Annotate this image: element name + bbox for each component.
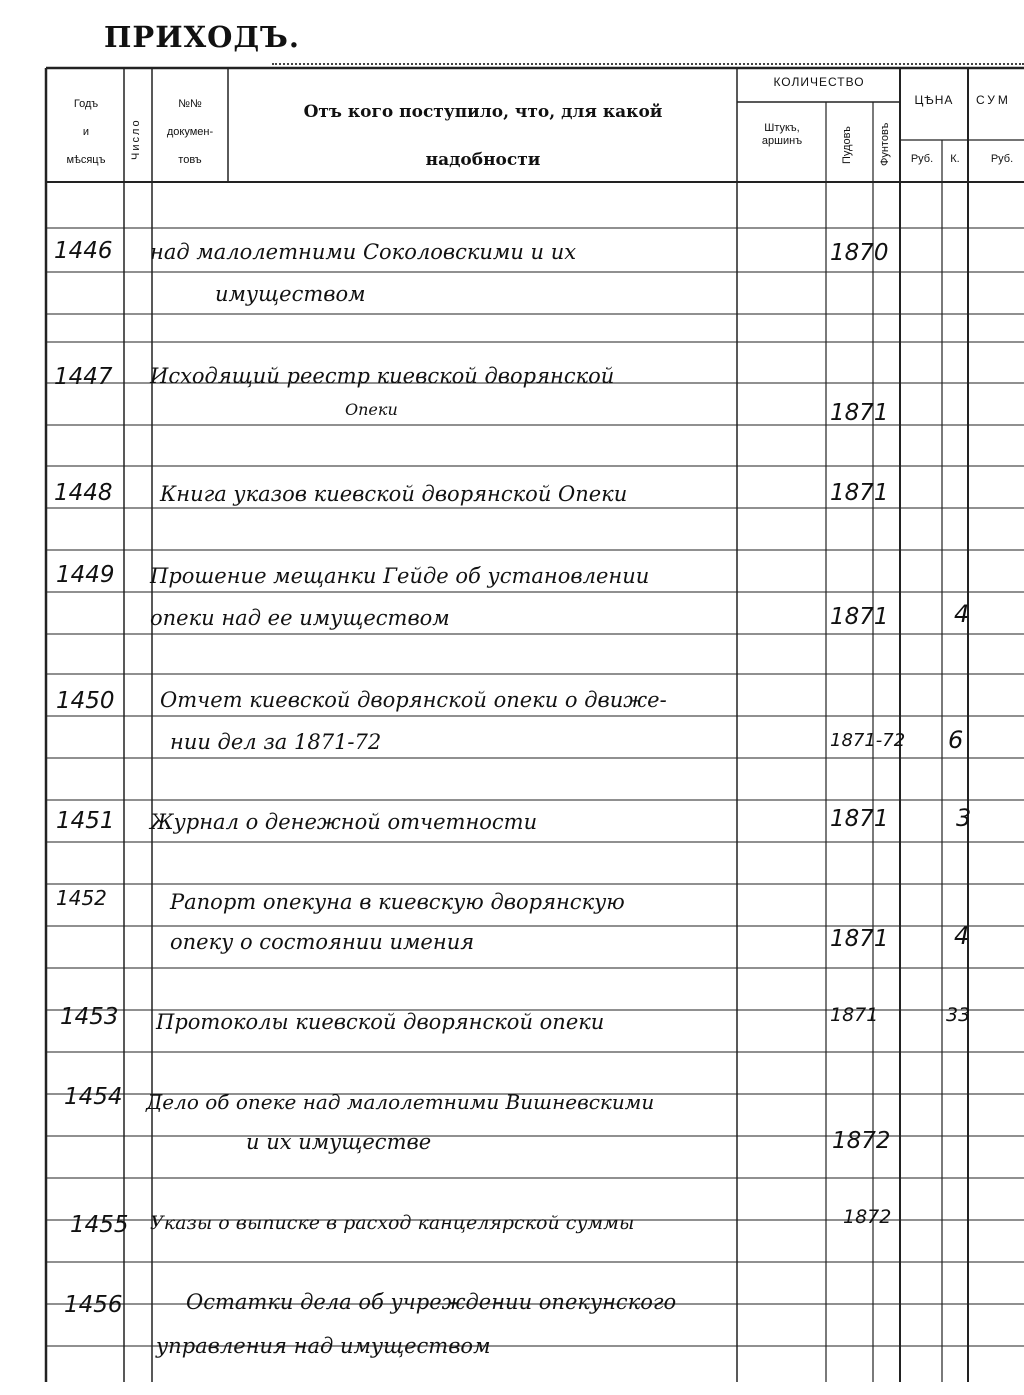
entry-text-line: над малолетними Соколовскими и их <box>150 240 577 264</box>
header-sum-rub: Руб. <box>990 153 1014 165</box>
entry-text-line: и их имуществе <box>246 1130 432 1154</box>
entry-year: 1871 <box>830 400 889 426</box>
entry-number: 1456 <box>64 1292 123 1318</box>
header-price-rub: Руб. <box>910 153 934 165</box>
entry-text-line: опеки над ее имуществом <box>150 606 450 630</box>
entry-text-line: нии дел за 1871-72 <box>170 730 382 754</box>
entry-year: 1870 <box>830 240 889 266</box>
entry-text-line: Протоколы киевской дворянской опеки <box>156 1010 605 1034</box>
entry-number: 1450 <box>56 688 115 714</box>
header-pounds: Фунтовъ <box>879 122 891 166</box>
entry-number: 1452 <box>56 886 107 910</box>
entry-year: 1871 <box>830 480 889 506</box>
entry-number: 1453 <box>60 1004 119 1030</box>
entry-text-line: Книга указов киевской дворянской Опеки <box>160 482 628 506</box>
entry-number: 1448 <box>54 480 113 506</box>
entry-year: 1872 <box>832 1128 891 1154</box>
entry-text-line: опеку о состоянии имения <box>170 930 475 954</box>
entry-text-line: Остатки дела об учреждении опекунского <box>186 1290 677 1314</box>
entry-year: 1871-72 <box>830 730 906 751</box>
entry-year: 1872 <box>843 1206 892 1228</box>
entry-pages: 33 <box>946 1004 971 1026</box>
header-sum: СУМ <box>976 93 1011 107</box>
entry-year: 1871 <box>830 926 889 952</box>
entry-text-line: Журнал о денежной отчетности <box>150 810 538 834</box>
page-heading: ПРИХОДЪ. <box>104 20 300 54</box>
entry-pages: 4 <box>954 600 970 628</box>
entry-number: 1447 <box>54 364 113 390</box>
entry-number: 1449 <box>56 562 115 588</box>
entry-pages: 3 <box>956 804 972 832</box>
entry-number: 1455 <box>70 1212 129 1238</box>
header-poods: Пудовъ <box>841 126 853 164</box>
header-doc-no: №№ докумен- товъ <box>166 98 214 166</box>
header-price-kop: К. <box>950 153 960 165</box>
entry-text-line: Рапорт опекуна в киевскую дворянскую <box>170 890 625 914</box>
header-from-whom: Отъ кого поступило, что, для какой надобности <box>303 102 663 170</box>
header-pieces: Штукъ, аршинъ <box>761 122 803 147</box>
entry-text-line: имуществом <box>215 282 366 306</box>
entry-number: 1454 <box>64 1084 123 1110</box>
entry-year: 1871 <box>830 1004 879 1026</box>
entry-text-line: Указы о выписке в расход канцелярской суммы <box>150 1212 635 1234</box>
entry-text-line: Исходящий реестр киевской дворянской <box>150 364 615 388</box>
header-price: ЦѢНА <box>914 93 954 107</box>
entry-number: 1451 <box>56 808 115 834</box>
entry-year: 1871 <box>830 806 889 832</box>
header-day: Число <box>130 118 142 160</box>
entry-year: 1871 <box>830 604 889 630</box>
entry-text-line: управления над имуществом <box>156 1334 491 1358</box>
entry-pages: 4 <box>954 922 970 950</box>
entry-pages: 6 <box>948 726 964 754</box>
entry-text-line: Опеки <box>345 400 398 419</box>
entry-number: 1446 <box>54 238 113 264</box>
entry-text-line: Прошение мещанки Гейде об установлении <box>150 564 650 588</box>
entry-text-line: Дело об опеке над малолетними Вишневскими <box>146 1090 655 1114</box>
header-year-month: Годъ и мѣсяцъ <box>66 98 106 166</box>
entry-text-line: Отчет киевской дворянской опеки о движе- <box>160 688 667 712</box>
header-quantity: КОЛИЧЕСТВО <box>773 75 865 89</box>
